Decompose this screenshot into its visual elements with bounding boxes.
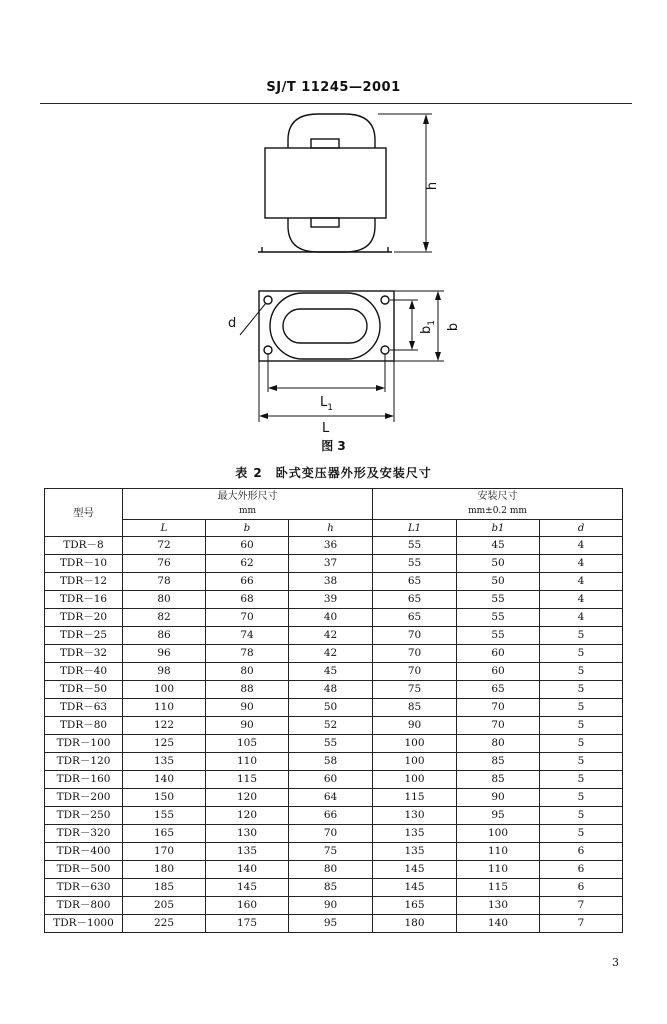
dimension-cell: 78 [206,645,289,663]
dimension-cell: 100 [373,771,457,789]
dimension-cell: 90 [457,789,540,807]
dimension-cell: 6 [540,861,623,879]
d-leader [240,303,266,335]
model-cell: TDR－8 [45,537,123,555]
coil-outer [270,293,380,359]
dimension-cell: 7 [540,897,623,915]
dimension-cell: 145 [373,861,457,879]
lower-coil-end [288,218,375,252]
model-cell: TDR－100 [45,735,123,753]
max-outline-group-header: 最大外形尺寸 mm [123,489,373,520]
col-header-h: h [289,520,373,537]
model-header: 型号 [45,489,123,537]
dimension-cell: 6 [540,879,623,897]
table-row [45,789,623,807]
dimension-cell: 72 [123,537,206,555]
dimension-cell: 86 [123,627,206,645]
dimension-cell: 82 [123,609,206,627]
dimension-cell: 50 [457,573,540,591]
table-row [45,609,623,627]
dimension-cell: 64 [289,789,373,807]
table-row [45,699,623,717]
dimension-cell: 80 [123,591,206,609]
dimension-cell: 65 [373,591,457,609]
table-row [45,771,623,789]
dimension-cell: 36 [289,537,373,555]
dimension-cell: 165 [373,897,457,915]
dimension-cell: 125 [123,735,206,753]
dimension-cell: 75 [289,843,373,861]
dimension-cell: 5 [540,627,623,645]
dimension-cell: 120 [206,789,289,807]
L1-label: $L_1$ [320,395,333,413]
dimension-cell: 70 [206,609,289,627]
model-cell: TDR－250 [45,807,123,825]
table-row [45,573,623,591]
table-row [45,555,623,573]
dimension-cell: 50 [457,555,540,573]
table-row [45,537,623,555]
dimension-cell: 5 [540,681,623,699]
dimension-cell: 5 [540,717,623,735]
dimension-cell: 135 [373,843,457,861]
table-row [45,735,623,753]
dimension-cell: 90 [206,699,289,717]
dimension-cell: 140 [206,861,289,879]
dimension-cell: 70 [457,699,540,717]
dimension-cell: 145 [206,879,289,897]
dimension-cell: 40 [289,609,373,627]
model-cell: TDR－40 [45,663,123,681]
dimension-cell: 115 [373,789,457,807]
dimension-cell: 70 [373,627,457,645]
dimension-cell: 100 [373,735,457,753]
dimension-cell: 150 [123,789,206,807]
dimension-cell: 180 [123,861,206,879]
standard-number-header: SJ/T 11245—2001 [266,80,401,95]
dimension-cell: 165 [123,825,206,843]
table-row [45,807,623,825]
mounting-plate [259,291,394,361]
dimension-cell: 55 [373,555,457,573]
dimension-cell: 60 [457,645,540,663]
dimension-cell: 4 [540,555,623,573]
dimension-cell: 100 [373,753,457,771]
dimension-cell: 7 [540,915,623,933]
dimension-cell: 80 [457,735,540,753]
dimension-cell: 4 [540,537,623,555]
dimension-cell: 5 [540,645,623,663]
dimension-cell: 70 [373,645,457,663]
upper-coil-end [288,114,375,148]
column-header-row [45,520,623,537]
dimension-cell: 105 [206,735,289,753]
dimension-cell: 70 [457,717,540,735]
h-label: h [425,181,440,191]
table-row [45,825,623,843]
model-cell: TDR－1000 [45,915,123,933]
dimension-cell: 130 [373,807,457,825]
model-cell: TDR－80 [45,717,123,735]
dimension-cell: 5 [540,735,623,753]
b-label: b [446,322,461,332]
col-header-L1: L1 [373,520,457,537]
dimension-cell: 4 [540,591,623,609]
table-row [45,879,623,897]
dimension-cell: 78 [123,573,206,591]
dimension-cell: 52 [289,717,373,735]
dimension-cell: 76 [123,555,206,573]
dimension-cell: 88 [206,681,289,699]
dimension-cell: 225 [123,915,206,933]
dimension-cell: 5 [540,789,623,807]
table-row [45,861,623,879]
dimension-cell: 60 [457,663,540,681]
dimension-cell: 140 [457,915,540,933]
dimension-cell: 65 [457,681,540,699]
dimension-cell: 80 [206,663,289,681]
table-row [45,663,623,681]
table-row [45,645,623,663]
table-row [45,591,623,609]
b1-label: $b_1$ [419,320,437,334]
dimension-cell: 140 [123,771,206,789]
dimension-cell: 5 [540,699,623,717]
dimension-cell: 110 [457,843,540,861]
dimension-cell: 4 [540,609,623,627]
col-header-d: d [540,520,623,537]
dimension-cell: 100 [457,825,540,843]
model-cell: TDR－500 [45,861,123,879]
dimension-cell: 110 [206,753,289,771]
col-header-b: b [206,520,289,537]
dimension-cell: 42 [289,645,373,663]
dimension-cell: 58 [289,753,373,771]
dimension-cell: 180 [373,915,457,933]
dimension-cell: 85 [457,771,540,789]
dimension-cell: 55 [373,537,457,555]
dimension-cell: 135 [206,843,289,861]
model-cell: TDR－12 [45,573,123,591]
model-cell: TDR－320 [45,825,123,843]
mount-hole-br [381,346,389,354]
dimension-cell: 110 [123,699,206,717]
dimension-cell: 95 [457,807,540,825]
dimension-cell: 66 [289,807,373,825]
dimension-cell: 98 [123,663,206,681]
dimension-cell: 90 [373,717,457,735]
dimension-cell: 48 [289,681,373,699]
dimension-cell: 45 [289,663,373,681]
model-cell: TDR－800 [45,897,123,915]
L-label: L [322,421,330,436]
dimension-cell: 62 [206,555,289,573]
model-cell: TDR－10 [45,555,123,573]
dimension-cell: 135 [373,825,457,843]
dimension-cell: 5 [540,663,623,681]
dimension-cell: 4 [540,573,623,591]
dimension-cell: 39 [289,591,373,609]
mounting-group-header: 安装尺寸 mm±0.2 mm [373,489,623,520]
col-header-L: L [123,520,206,537]
dimensions-table [44,488,623,933]
dimension-cell: 50 [289,699,373,717]
table-row [45,717,623,735]
model-cell: TDR－20 [45,609,123,627]
dimension-cell: 37 [289,555,373,573]
dimension-cell: 5 [540,771,623,789]
table-row [45,681,623,699]
dimension-cell: 130 [206,825,289,843]
dimension-cell: 90 [289,897,373,915]
dimension-cell: 145 [373,879,457,897]
model-cell: TDR－16 [45,591,123,609]
col-header-b1: b1 [457,520,540,537]
dimension-cell: 38 [289,573,373,591]
dimension-cell: 155 [123,807,206,825]
dimension-cell: 90 [206,717,289,735]
model-cell: TDR－160 [45,771,123,789]
dimension-cell: 160 [206,897,289,915]
coil-window [283,309,367,343]
dimension-cell: 60 [289,771,373,789]
dimension-cell: 74 [206,627,289,645]
upper-clamp [311,139,339,148]
dimension-cell: 65 [373,609,457,627]
d-label: d [228,316,237,331]
dimension-cell: 60 [206,537,289,555]
dimension-cell: 55 [457,627,540,645]
dimension-cell: 65 [373,573,457,591]
mount-hole-bl [264,346,272,354]
model-cell: TDR－400 [45,843,123,861]
mount-hole-tl [264,296,272,304]
table-row [45,753,623,771]
table-row [45,843,623,861]
dimension-cell: 45 [457,537,540,555]
table-row [45,897,623,915]
model-cell: TDR－630 [45,879,123,897]
model-cell: TDR－63 [45,699,123,717]
table-row [45,915,623,933]
dimension-cell: 175 [206,915,289,933]
dimension-cell: 85 [457,753,540,771]
dimension-cell: 115 [206,771,289,789]
mount-hole-tr [381,296,389,304]
dimension-cell: 70 [373,663,457,681]
model-cell: TDR－200 [45,789,123,807]
dimension-cell: 55 [457,609,540,627]
dimension-cell: 115 [457,879,540,897]
dimension-cell: 68 [206,591,289,609]
table-body [45,537,623,933]
dimension-cell: 96 [123,645,206,663]
dimension-cell: 66 [206,573,289,591]
dimension-cell: 122 [123,717,206,735]
dimension-cell: 185 [123,879,206,897]
dimension-cell: 5 [540,825,623,843]
dimension-cell: 70 [289,825,373,843]
table-title: 表 2 卧式变压器外形及安装尺寸 [235,466,432,480]
page-number: 3 [612,956,619,969]
dimension-cell: 80 [289,861,373,879]
dimension-cell: 95 [289,915,373,933]
transformer-outline-drawing [0,0,667,440]
core-body [265,148,386,218]
model-cell: TDR－32 [45,645,123,663]
model-cell: TDR－25 [45,627,123,645]
dimension-cell: 120 [206,807,289,825]
dimension-cell: 55 [289,735,373,753]
figure-caption: 图 3 [321,439,346,453]
dimension-cell: 135 [123,753,206,771]
dimension-cell: 42 [289,627,373,645]
table-row [45,627,623,645]
dimension-cell: 100 [123,681,206,699]
model-cell: TDR－50 [45,681,123,699]
dimension-cell: 5 [540,807,623,825]
dimension-cell: 55 [457,591,540,609]
dimension-cell: 170 [123,843,206,861]
lower-clamp [311,218,339,227]
dimension-cell: 6 [540,843,623,861]
dimension-cell: 110 [457,861,540,879]
model-cell: TDR－120 [45,753,123,771]
dimension-cell: 75 [373,681,457,699]
dimension-cell: 205 [123,897,206,915]
dimension-cell: 130 [457,897,540,915]
dimension-cell: 85 [373,699,457,717]
dimension-cell: 5 [540,753,623,771]
dimension-cell: 85 [289,879,373,897]
